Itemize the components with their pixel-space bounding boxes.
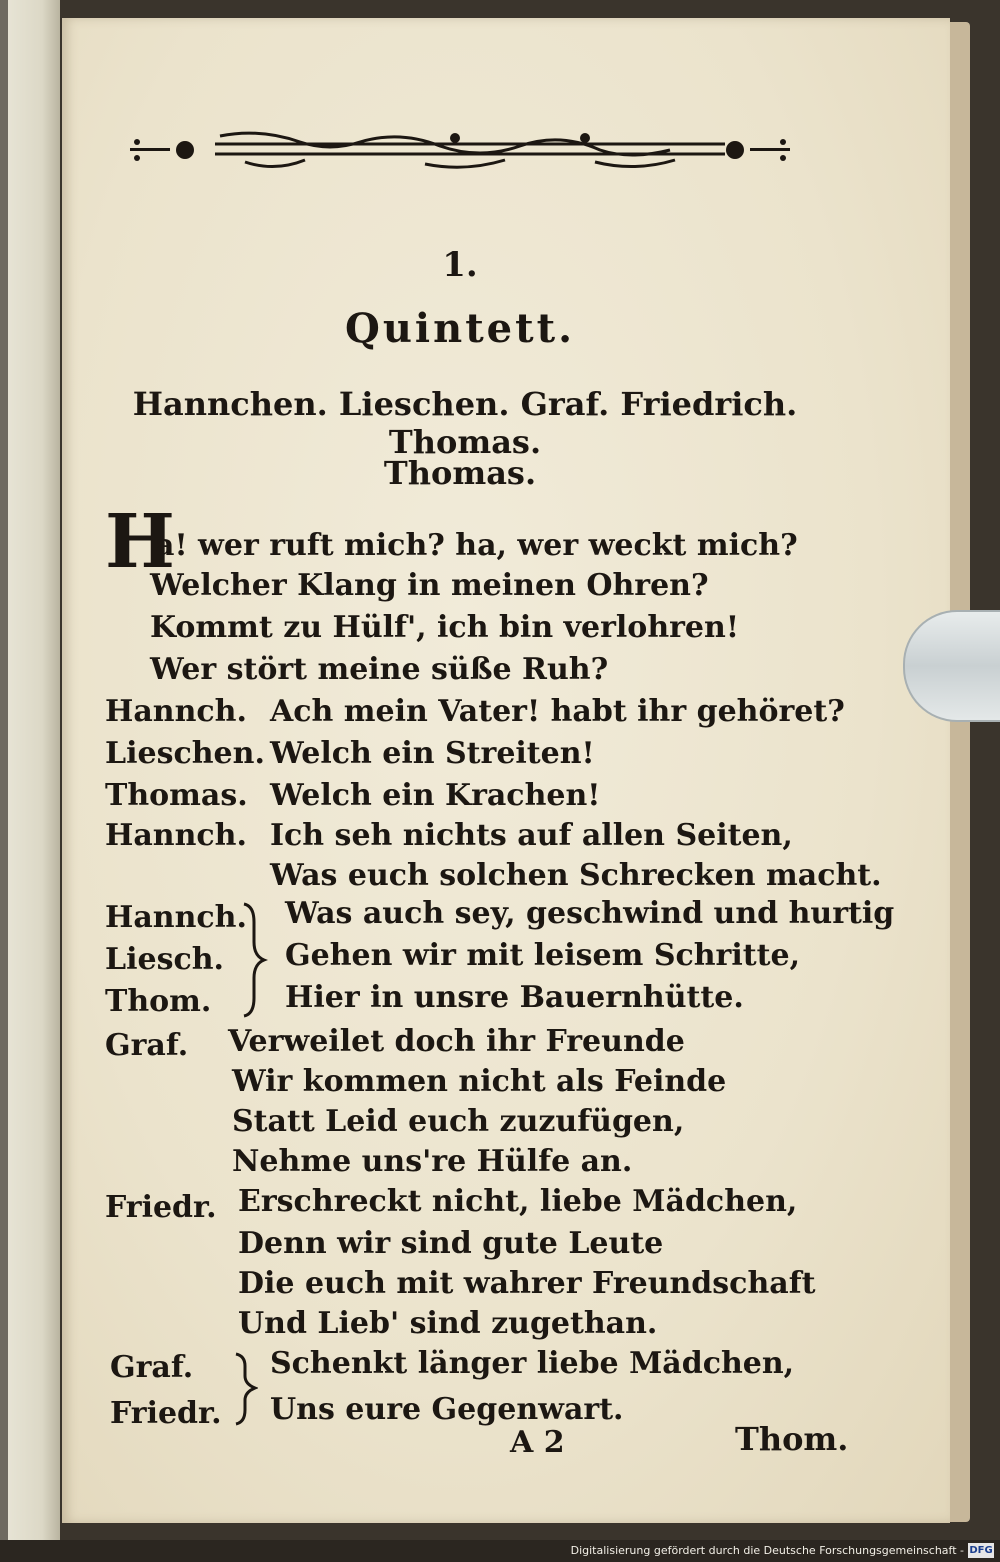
brace-icon <box>238 900 268 1020</box>
verse-line: Kommt zu Hülf', ich bin verlohren! <box>150 610 739 645</box>
verse-line: Schenkt länger liebe Mädchen, <box>270 1346 795 1381</box>
verse-line: Ich seh nichts auf allen Seiten, <box>270 818 793 853</box>
verse-line: Uns eure Gegenwart. <box>270 1392 624 1427</box>
verse-line: Was euch solchen Schrecken macht. <box>270 858 882 893</box>
speaker-label: Thomas. <box>105 778 248 813</box>
speaker-label: Lieschen. <box>105 736 265 771</box>
verse-line: Nehme uns're Hülfe an. <box>232 1144 633 1179</box>
verse-line: Statt Leid euch zuzufügen, <box>232 1104 685 1139</box>
verse-line: Und Lieb' sind zugethan. <box>238 1306 658 1341</box>
credit-text: Digitalisierung gefördert durch die Deutsche Forschungsgemeinschaft - <box>570 1544 964 1557</box>
verse-line: Ach mein Vater! habt ihr gehöret? <box>270 694 845 729</box>
speaker-label: Graf. <box>105 1028 189 1063</box>
drop-cap: H <box>105 499 175 585</box>
verse-line: Wir kommen nicht als Feinde <box>232 1064 727 1099</box>
speaker-label: Friedr. <box>110 1396 222 1431</box>
cast-list: Hannchen. Lieschen. Graf. Friedrich. Thomas. <box>132 385 798 461</box>
catchword: Thom. <box>735 1420 849 1458</box>
signature-mark: A 2 <box>510 1425 565 1460</box>
verse-line: Was auch sey, geschwind und hurtig <box>285 896 895 931</box>
speaker-label: Liesch. <box>105 942 224 977</box>
verse-line: Gehen wir mit leisem Schritte, <box>285 938 801 973</box>
speaker-label: Thom. <box>105 984 212 1019</box>
bookmark-clip <box>903 610 1000 722</box>
ornament-headpiece <box>125 128 795 172</box>
speaker-label: Hannch. <box>105 818 247 853</box>
speaker-label: Hannch. <box>105 900 247 935</box>
speaker-heading: Thomas. <box>383 454 537 492</box>
verse-line: Hier in unsre Bauernhütte. <box>285 980 744 1015</box>
verse-line: Denn wir sind gute Leute <box>238 1226 664 1261</box>
verse-line: Welch ein Krachen! <box>270 778 601 813</box>
brace-icon <box>230 1350 258 1430</box>
book-spine <box>0 0 8 1540</box>
verse-line: Welcher Klang in meinen Ohren? <box>150 568 709 603</box>
left-page-edge <box>0 0 60 1540</box>
verse-line: a! wer ruft mich? ha, wer weckt mich? <box>155 528 798 563</box>
speaker-label: Hannch. <box>105 694 247 729</box>
page-title: Quintett. <box>344 305 575 352</box>
verse-line: Erschreckt nicht, liebe Mädchen, <box>238 1184 798 1219</box>
section-number: 1. <box>442 245 478 285</box>
dfg-logo: DFG <box>969 1545 993 1556</box>
speaker-label: Friedr. <box>105 1190 217 1225</box>
verse-line: Die euch mit wahrer Freundschaft <box>238 1266 816 1301</box>
speaker-label: Graf. <box>110 1350 194 1385</box>
verse-line: Welch ein Streiten! <box>270 736 595 771</box>
verse-line: Verweilet doch ihr Freunde <box>228 1024 685 1059</box>
verse-line: Wer stört meine süße Ruh? <box>150 652 609 687</box>
